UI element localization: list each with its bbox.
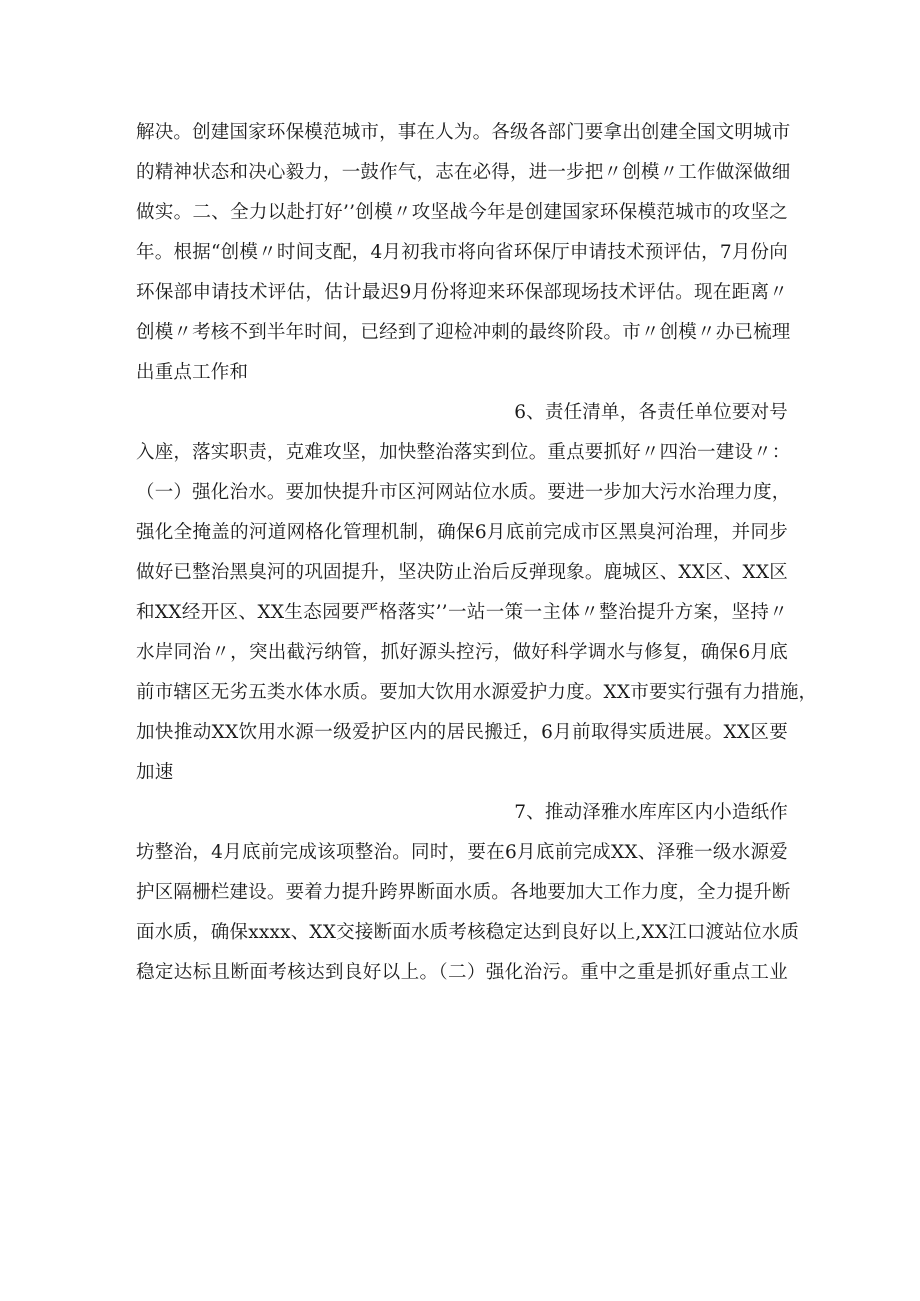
text-line: 稳定达标且断面考核达到良好以上。（二）强化治污。重中之重是抓好重点工业	[136, 962, 788, 983]
text-line: 加速	[136, 762, 174, 783]
text-line: 前市辖区无劣五类水体水质。要加大饮用水源爱护力度。XX市要实行强有力措施，	[136, 682, 818, 703]
text-line: 环保部申请技术评估，估计最迟9月份将迎来环保部现场技术评估。现在距离〃	[136, 282, 788, 303]
paragraph-2	[136, 393, 818, 793]
text-line: 解决。创建国家环保模范城市，事在人为。各级各部门要拿出创建全国文明城市	[136, 122, 791, 143]
text-line: 7、推动泽雅水库库区内小造纸作	[514, 802, 788, 823]
text-line: 坊整治，4月底前完成该项整治。同时，要在6月底前完成XX、泽雅一级水源爱	[136, 842, 788, 863]
text-line: 出重点工作和	[136, 362, 249, 383]
text-line: 加快推动XX饮用水源一级爱护区内的居民搬迁，6月前取得实质进展。XX区要	[136, 722, 788, 743]
text-line: 做好已整治黑臭河的巩固提升，坚决防止治后反弹现象。鹿城区、XX区、XX区	[136, 562, 788, 583]
text-line: 做实。二、全力以赴打好’’创模〃攻坚战今年是创建国家环保模范城市的攻坚之	[136, 202, 788, 223]
text-line: 入座，落实职责，克难攻坚，加快整治落实到位。重点要抓好〃四治一建设〃：	[136, 442, 791, 463]
text-line: 护区隔栅栏建设。要着力提升跨界断面水质。各地要加大工作力度，全力提升断	[136, 882, 791, 903]
text-line: 强化全掩盖的河道网格化管理机制，确保6月底前完成市区黑臭河治理，并同步	[136, 522, 788, 543]
text-line: 年。根据“创模〃时间支配，4月初我市将向省环保厅申请技术预评估，7月份向	[136, 242, 788, 263]
paragraph-3	[136, 793, 800, 993]
text-line: 6、责任清单，各责任单位要对号	[514, 402, 788, 423]
text-line: 的精神状态和决心毅力，一鼓作气，志在必得，进一步把〃创模〃工作做深做细	[136, 162, 791, 183]
text-line: 和XX经开区、XX生态园要严格落实’’一站一策一主体〃整治提升方案，坚持〃	[136, 602, 788, 623]
text-line: （一）强化治水。要加快提升市区河网站位水质。要进一步加大污水治理力度，	[136, 482, 791, 503]
text-line: 水岸同治〃，突出截污纳管，抓好源头控污，做好科学调水与修复，确保6月底	[136, 642, 788, 663]
text-line: 创模〃考核不到半年时间，已经到了迎检冲刺的最终阶段。市〃创模〃办已梳理	[136, 322, 791, 343]
document-body	[136, 113, 818, 993]
text-line: 面水质，确保xxxx、XX交接断面水质考核稳定达到良好以上,XX江口渡站位水质	[136, 922, 800, 943]
paragraph-1	[136, 113, 791, 393]
